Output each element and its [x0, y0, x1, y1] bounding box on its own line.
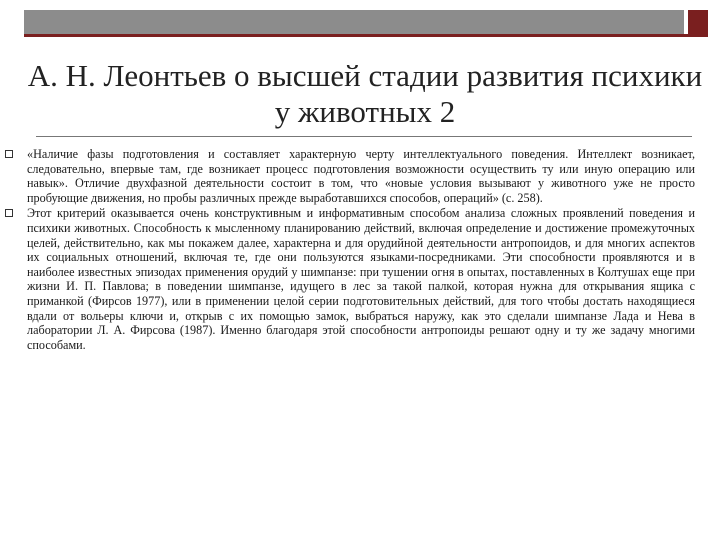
- accent-square: [688, 10, 708, 34]
- title-divider: [36, 136, 692, 137]
- accent-line: [24, 34, 708, 37]
- square-bullet-icon: [5, 209, 13, 217]
- bullet-text: «Наличие фазы подготовления и составляет характерную черту интеллектуального поведения. Интеллект возникает, следовательно, впервые там, где возникает процесс подготовления возможности осуществить ту или иную операцию или навык». Отличие двухфазной деятельности состоит в том, что «новые условия вызывают у животного уже не просто пробующие движения, но пробы различных прежде выработавшихся способов, операций» (с. 258).: [27, 147, 695, 205]
- bullet-text: Этот критерий оказывается очень конструктивным и информативным способом анализа сложных проявлений поведения и психики животных. Способность к мысленному планированию действий, включая определение и достижение промежуточных целей, действительно, как мы покажем далее, характерна и для орудийной деятельности антропоидов, и для многих аспектов их социальных отношений, включая те, где они пользуются языками-посредниками. Эти способности проявляются и в наиболее известных эпизодах применения орудий у шимпанзе: при тушении огня в опытах, поставленных в Колтушах еще при жизни И. П. Павлова; в поведении шимпанзе, идущего в лес за такой палкой, которая нужна для открывания ящика с приманкой (Фирсов 1977), или в применении целой серии подготовительных действий, для того чтобы достать находящиеся вдали от вольеры ключи и, открыв с их помощью замок, выбраться наружу, как это сделали шимпанзе Лада и Нева в лаборатории Л. А. Фирсова (1987). Именно благодаря этой способности антропоиды решают одну и ту же задачу многими способами.: [27, 206, 695, 352]
- bullet-item: [5, 206, 695, 352]
- slide-content: [5, 147, 695, 353]
- header-band: [24, 10, 684, 34]
- bullet-item: [5, 147, 695, 205]
- slide-title: А. Н. Леонтьев о высшей стадии развития психики у животных 2: [27, 58, 703, 129]
- square-bullet-icon: [5, 150, 13, 158]
